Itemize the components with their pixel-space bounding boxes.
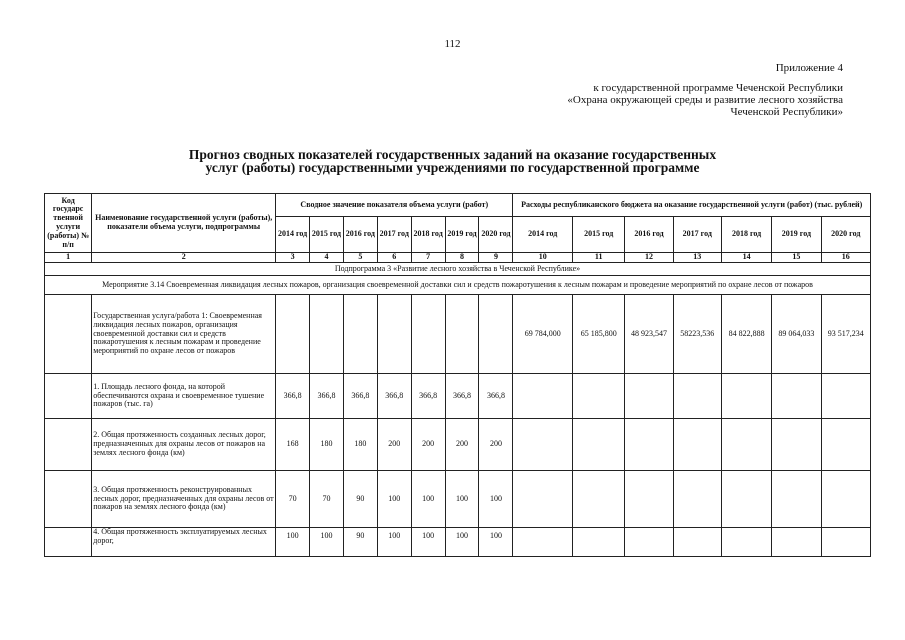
header-year: 2015 год (310, 217, 344, 253)
table-row (45, 374, 871, 419)
column-number: 2 (92, 253, 276, 263)
column-number: 7 (411, 253, 445, 263)
budget-cell: 84 822,888 (721, 295, 771, 374)
budget-cell (625, 528, 673, 557)
column-number: 8 (445, 253, 479, 263)
header-budget-group: Расходы республиканского бюджета на оказание государственной услуги (работ) (тыс. рублей) (513, 194, 871, 217)
volume-cell (377, 295, 411, 374)
code-cell (45, 374, 92, 419)
volume-cell (479, 295, 513, 374)
code-cell (45, 295, 92, 374)
budget-cell (772, 374, 821, 419)
header-year: 2020 год (821, 217, 870, 253)
volume-cell: 366,8 (276, 374, 310, 419)
subtitle-line: Чеченской Республики» (730, 106, 843, 118)
header-year: 2017 год (673, 217, 721, 253)
volume-cell: 70 (276, 471, 310, 528)
budget-cell: 93 517,234 (821, 295, 870, 374)
volume-cell: 100 (479, 528, 513, 557)
budget-cell (513, 419, 573, 471)
header-year: 2017 год (377, 217, 411, 253)
budget-cell (513, 374, 573, 419)
budget-cell (772, 471, 821, 528)
volume-cell: 366,8 (377, 374, 411, 419)
budget-cell (673, 419, 721, 471)
budget-cell (573, 471, 625, 528)
budget-cell (673, 471, 721, 528)
budget-cell: 65 185,800 (573, 295, 625, 374)
column-number: 3 (276, 253, 310, 263)
appendix-label: Приложение 4 (775, 62, 843, 74)
code-cell (45, 419, 92, 471)
code-cell (45, 528, 92, 557)
volume-cell (343, 295, 377, 374)
header-name: Наименование государственной услуги (работы), показатели объема услуги, подпрограммы (92, 194, 276, 253)
budget-cell (573, 419, 625, 471)
budget-cell (625, 374, 673, 419)
budget-cell (721, 419, 771, 471)
volume-cell: 366,8 (411, 374, 445, 419)
budget-cell (821, 374, 870, 419)
header-year: 2014 год (513, 217, 573, 253)
volume-cell: 168 (276, 419, 310, 471)
subtitle-line: к государственной программе Чеченской Республики (593, 82, 843, 94)
column-number: 10 (513, 253, 573, 263)
header-year: 2020 год (479, 217, 513, 253)
volume-cell: 100 (445, 471, 479, 528)
volume-cell: 180 (343, 419, 377, 471)
forecast-table (44, 193, 871, 557)
volume-cell (276, 295, 310, 374)
volume-cell (445, 295, 479, 374)
budget-cell (772, 419, 821, 471)
column-number: 5 (343, 253, 377, 263)
table-row (45, 528, 871, 557)
header-year: 2014 год (276, 217, 310, 253)
volume-cell: 90 (343, 528, 377, 557)
document-title (130, 148, 775, 174)
column-number: 16 (821, 253, 870, 263)
table-row (45, 471, 871, 528)
volume-cell: 180 (310, 419, 344, 471)
budget-cell (673, 374, 721, 419)
column-number: 12 (625, 253, 673, 263)
volume-cell: 90 (343, 471, 377, 528)
table-row (45, 295, 871, 374)
volume-cell: 200 (377, 419, 411, 471)
row-name: 4. Общая протяженность эксплуатируемых лесных дорог, (92, 528, 276, 557)
budget-cell: 89 064,033 (772, 295, 821, 374)
row-name: Государственная услуга/работа 1: Своевременная ликвидация лесных пожаров, организация своевременной доставки сил и средств пожаротушения к лесным пожарам и проведение мероприятий по охране лесов от пожаров (92, 295, 276, 374)
volume-cell (411, 295, 445, 374)
budget-cell: 69 784,000 (513, 295, 573, 374)
volume-cell: 100 (377, 471, 411, 528)
header-code: Код государс твенной услуги (работы) № п/п (45, 194, 92, 253)
budget-cell (821, 419, 870, 471)
budget-cell (573, 374, 625, 419)
volume-cell: 366,8 (343, 374, 377, 419)
header-year: 2018 год (411, 217, 445, 253)
column-number: 11 (573, 253, 625, 263)
budget-cell (573, 528, 625, 557)
budget-cell (513, 471, 573, 528)
title-line: услуг (работы) государственными учреждениями по государственной программе (205, 160, 700, 175)
column-number: 6 (377, 253, 411, 263)
budget-cell (625, 419, 673, 471)
row-name: 3. Общая протяженность реконструированных лесных дорог, предназначенных для охраны лесов от пожаров на землях лесного фонда (км) (92, 471, 276, 528)
budget-cell (721, 374, 771, 419)
header-year: 2018 год (721, 217, 771, 253)
volume-cell: 100 (411, 528, 445, 557)
volume-cell: 100 (276, 528, 310, 557)
event-row: Мероприятие 3.14 Своевременная ликвидация лесных пожаров, организация своевременной доставки сил и средств пожаротушения к лесным пожарам и проведение мероприятий по охране лесов от пожаров (45, 276, 871, 295)
header-volume-group: Сводное значение показателя объема услуги (работ) (276, 194, 513, 217)
volume-cell: 200 (411, 419, 445, 471)
budget-cell (721, 528, 771, 557)
subtitle-line: «Охрана окружающей среды и развитие лесного хозяйства (567, 94, 843, 106)
volume-cell: 100 (411, 471, 445, 528)
table-row (45, 419, 871, 471)
volume-cell: 366,8 (479, 374, 513, 419)
header-year: 2016 год (343, 217, 377, 253)
column-number: 1 (45, 253, 92, 263)
volume-cell: 200 (445, 419, 479, 471)
volume-cell: 70 (310, 471, 344, 528)
volume-cell: 100 (310, 528, 344, 557)
title-line: Прогноз сводных показателей государственных заданий на оказание государственных (188, 147, 717, 162)
budget-cell (821, 528, 870, 557)
row-name: 1. Площадь лесного фонда, на которой обеспечиваются охрана и своевременное тушение пожаров (тыс. га) (92, 374, 276, 419)
volume-cell: 100 (479, 471, 513, 528)
budget-cell (513, 528, 573, 557)
budget-cell (721, 471, 771, 528)
header-year: 2016 год (625, 217, 673, 253)
budget-cell (673, 528, 721, 557)
budget-cell (625, 471, 673, 528)
page-number: 112 (444, 38, 461, 50)
budget-cell: 48 923,547 (625, 295, 673, 374)
budget-cell: 58223,536 (673, 295, 721, 374)
row-name: 2. Общая протяженность созданных лесных дорог, предназначенных для охраны лесов от пожаров на землях лесного фонда (км) (92, 419, 276, 471)
budget-cell (772, 528, 821, 557)
subprogram-row: Подпрограмма 3 «Развитие лесного хозяйства в Чеченской Республике» (45, 263, 871, 276)
column-number: 9 (479, 253, 513, 263)
column-number: 15 (772, 253, 821, 263)
volume-cell: 200 (479, 419, 513, 471)
code-cell (45, 471, 92, 528)
volume-cell: 366,8 (445, 374, 479, 419)
volume-cell: 100 (377, 528, 411, 557)
header-year: 2019 год (772, 217, 821, 253)
volume-cell: 100 (445, 528, 479, 557)
forecast-table-wrapper (44, 193, 871, 557)
volume-cell (310, 295, 344, 374)
column-number: 14 (721, 253, 771, 263)
header-year: 2019 год (445, 217, 479, 253)
header-year: 2015 год (573, 217, 625, 253)
volume-cell: 366,8 (310, 374, 344, 419)
column-number: 4 (310, 253, 344, 263)
column-number: 13 (673, 253, 721, 263)
budget-cell (821, 471, 870, 528)
appendix-subtitle (423, 82, 843, 118)
